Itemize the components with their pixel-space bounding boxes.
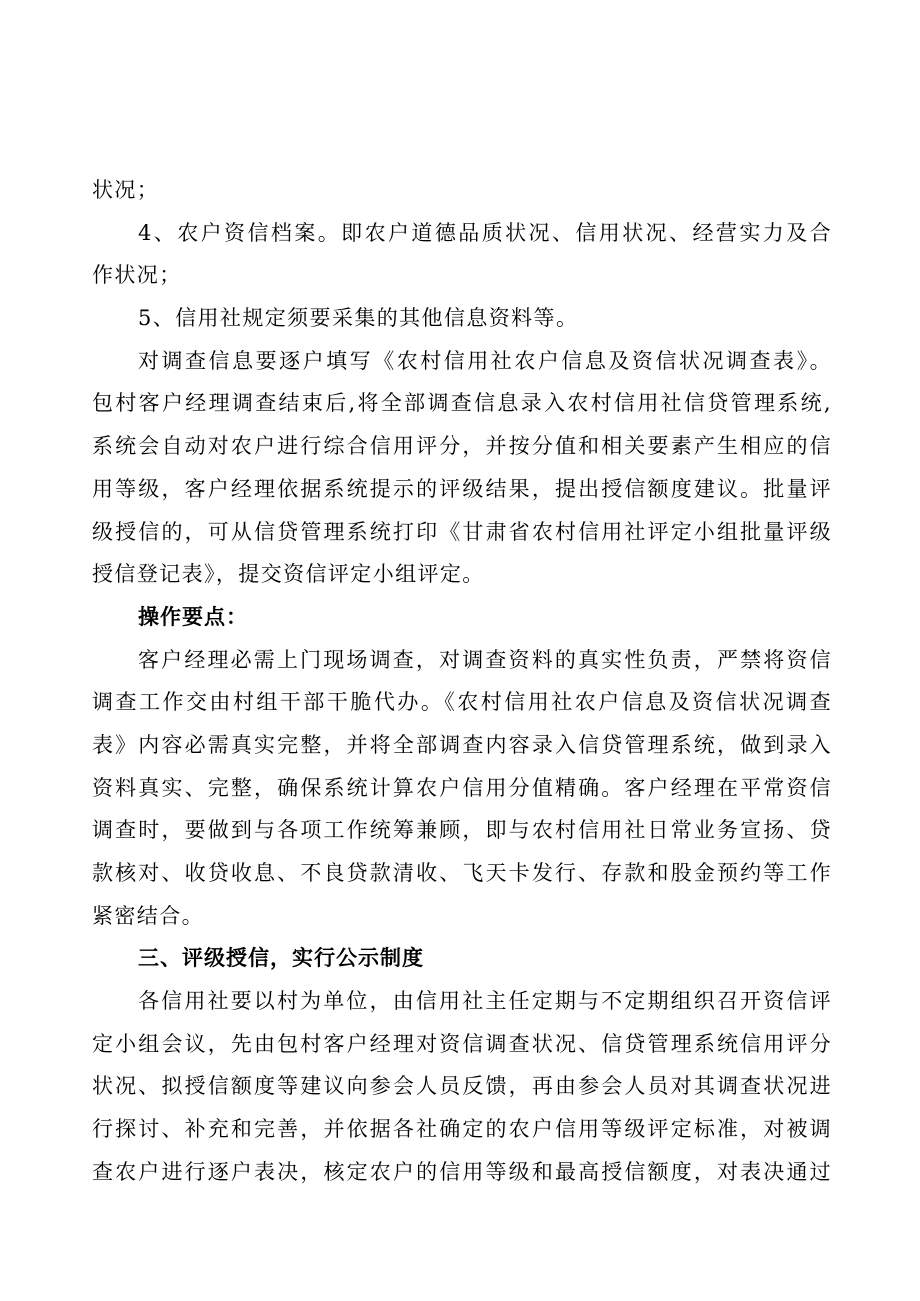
text-line: 各信用社要以村为单位，由信用社主任定期与不定期组织召开资信评 [138,989,832,1014]
text-line: 调查工作交由村组干部干脆代办。《农村信用社农户信息及资信状况调查 [92,690,832,715]
text-line: 款核对、收贷收息、不良贷款清收、飞天卡发行、存款和股金预约等工作 [92,861,832,885]
section-heading: 三、评级授信，实行公示制度 [138,946,424,971]
text-line: 作状况； [92,263,182,288]
text-line: 行探讨、补充和完善，并依据各社确定的农户信用等级评定标准，对被调 [92,1117,832,1142]
text-line: 级授信的，可从信贷管理系统打印《甘肃省农村信用社评定小组批量评级 [92,519,832,544]
text-line: 客户经理必需上门现场调查，对调查资料的真实性负责，严禁将资信 [138,647,832,672]
text-line: 状况； [92,178,160,202]
text-line: 定小组会议，先由包村客户经理对资信调查状况、信贷管理系统信用评分 [92,1031,832,1056]
text-line: 5、信用社规定须要采集的其他信息资料等。 [138,306,579,331]
text-line: 调查时，要做到与各项工作统筹兼顾，即与农村信用社日常业务宣扬、贷 [92,818,832,843]
section-heading: 操作要点： [138,604,248,629]
text-line: 授信登记表》，提交资信评定小组评定。 [92,562,485,587]
text-line: 资料真实、完整，确保系统计算农户信用分值精确。客户经理在平常资信 [92,775,832,800]
text-line: 表》内容必需真实完整，并将全部调查内容录入信贷管理系统，做到录入 [92,732,832,757]
text-line: 紧密结合。 [92,903,204,928]
text-line: 4、农户资信档案。即农户道德品质状况、信用状况、经营实力及合 [138,220,832,245]
text-line: 系统会自动对农户进行综合信用评分，并按分值和相关要素产生相应的信 [92,434,832,459]
text-line: 包村客户经理调查结束后,将全部调查信息录入农村信用社信贷管理系统, [92,391,832,416]
text-line: 用等级，客户经理依据系统提示的评级结果，提出授信额度建议。批量评 [92,476,832,501]
text-line: 查农户进行逐户表决，核定农户的信用等级和最高授信额度，对表决通过 [92,1159,832,1184]
text-line: 对调查信息要逐户填写《农村信用社农户信息及资信状况调查表》。 [138,348,832,373]
document-page [92,169,832,1194]
text-line: 状况、拟授信额度等建议向参会人员反馈，再由参会人员对其调查状况进 [92,1074,832,1099]
